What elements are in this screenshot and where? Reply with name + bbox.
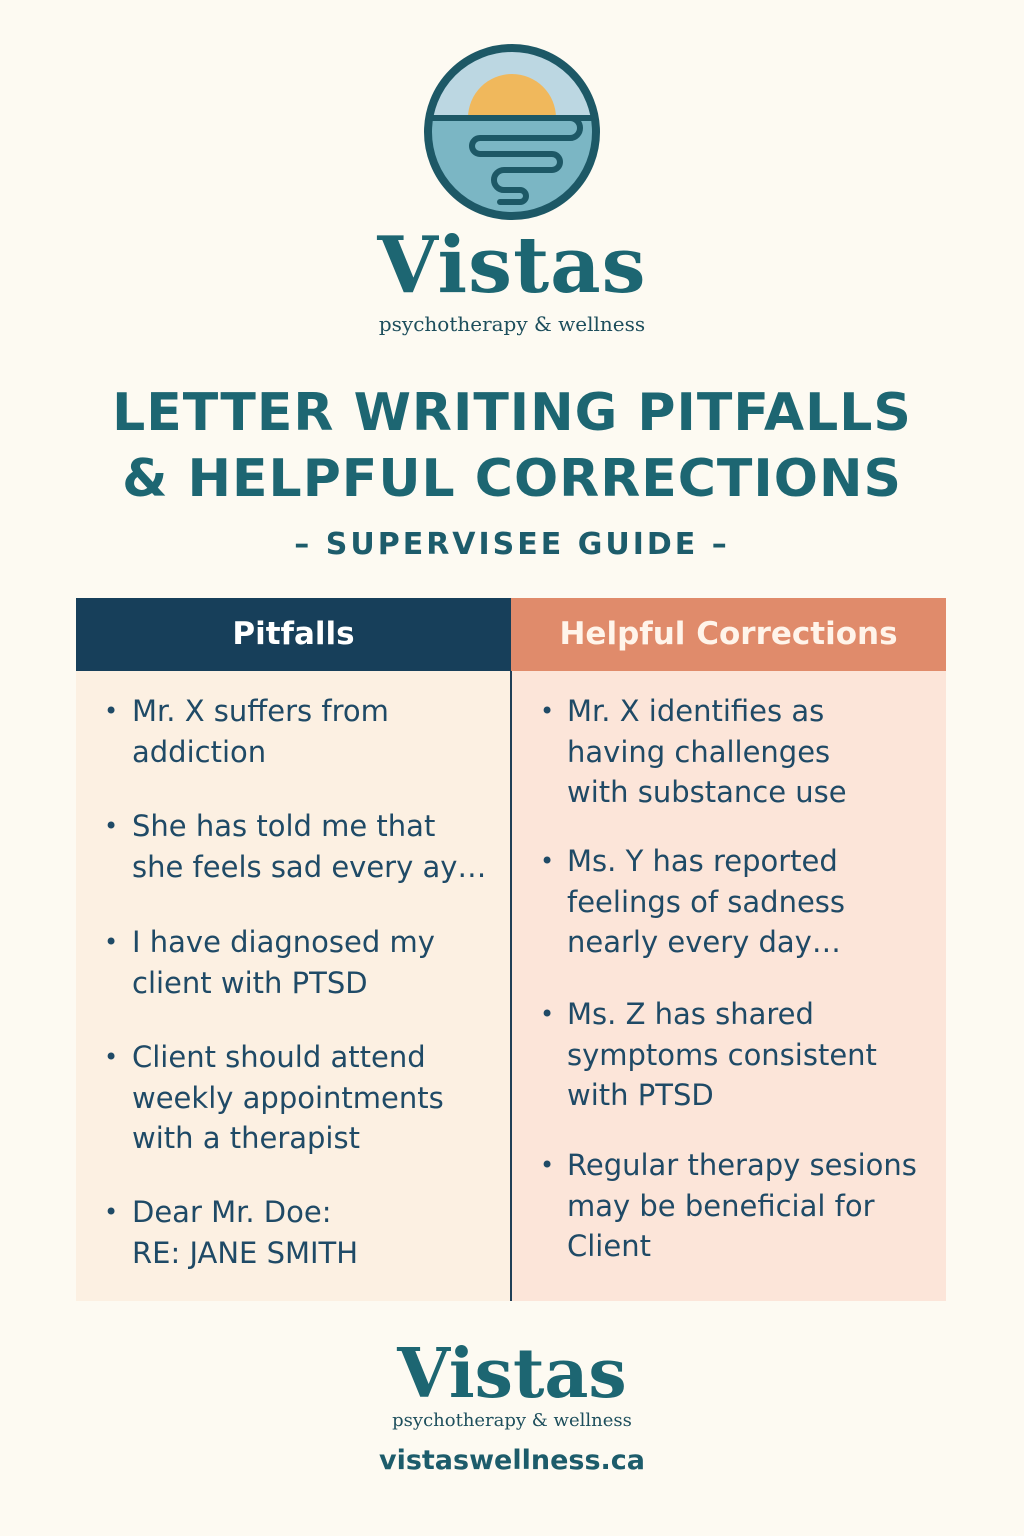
pitfall-item: • Mr. X suffers from addiction — [76, 691, 492, 772]
pitfall-item: • Dear Mr. Doe: RE: JANE SMITH — [76, 1192, 492, 1273]
sunset-over-water-logo-icon — [420, 40, 604, 224]
page-subtitle: – SUPERVISEE GUIDE – — [294, 527, 730, 562]
corrections-column — [512, 671, 946, 1301]
brand-tagline: psychotherapy & wellness — [378, 312, 646, 336]
correction-item: • Regular therapy sesions may be beneficial for Client — [512, 1145, 941, 1267]
page-title-line2: & HELPFUL CORRECTIONS — [122, 449, 902, 509]
brand-name: Vistas — [377, 220, 647, 311]
pitfall-item: • I have diagnosed my client with PTSD — [76, 922, 492, 1003]
page-title-line1: LETTER WRITING PITFALLS — [112, 383, 912, 443]
pitfall-item: • Client should attend weekly appointments with a therapist — [76, 1037, 492, 1159]
comparison-table — [76, 598, 946, 1301]
footer-brand-name: Vistas — [397, 1334, 627, 1414]
pitfalls-column — [76, 671, 512, 1301]
corrections-header: Helpful Corrections — [511, 598, 946, 671]
pitfall-item: • She has told me that she feels sad every ay… — [76, 806, 492, 887]
correction-item: • Mr. X identifies as having challenges with substance use — [512, 691, 941, 813]
correction-item: • Ms. Z has shared symptoms consistent with PTSD — [512, 994, 941, 1116]
footer-brand-tagline: psychotherapy & wellness — [392, 1410, 632, 1431]
correction-item: • Ms. Y has reported feelings of sadness nearly every day… — [512, 841, 941, 963]
pitfalls-header: Pitfalls — [76, 598, 511, 671]
footer-website-link[interactable]: vistaswellness.ca — [378, 1445, 646, 1476]
